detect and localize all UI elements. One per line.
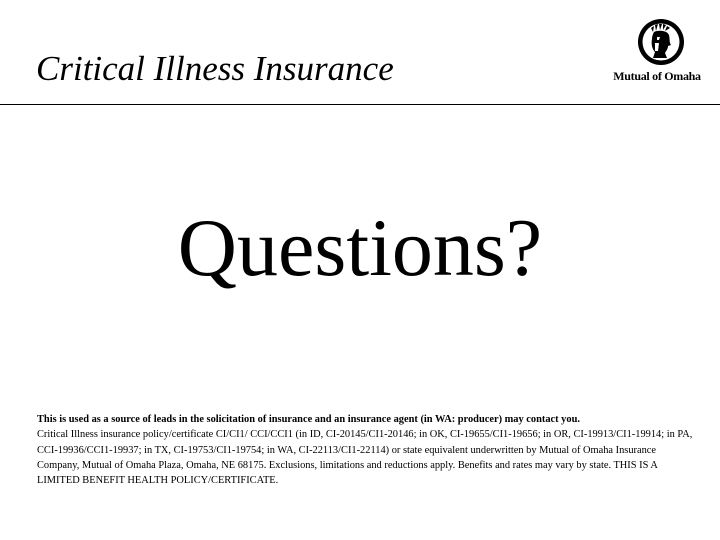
legal-disclaimer <box>37 412 697 488</box>
header-divider <box>0 104 720 105</box>
questions-heading: Questions? <box>177 202 543 293</box>
disclaimer-lead-notice: This is used as a source of leads in the solicitation of insurance and an insurance agent (in WA: producer) may contact you. <box>37 414 580 425</box>
indian-head-icon <box>637 18 685 66</box>
slide-title: Critical Illness Insurance <box>36 49 394 88</box>
company-logo <box>608 18 706 88</box>
disclaimer-policy-text: Critical Illness insurance policy/certificate CI/CI1/ CCI/CCI1 (in ID, CI-20145/CI1-20146; in OK, CI-19655/CI1-19656; in OR, CI-19913/CI1-19914; in PA, CCI-19936/CCI1-19937; in TX, CI-19753/CI1-19754; in WA, CI-22113/CI1-22114) or state equivalent underwritten by Mutual of Omaha Insurance Company, Mutual of Omaha Plaza, Omaha, NE 68175. Exclusions, limitations and reductions apply. Benefits and rates may vary by state. THIS IS A LIMITED BENEFIT HEALTH POLICY/CERTIFICATE. <box>37 429 693 487</box>
logo-wordmark: Mutual of Omaha <box>613 69 701 83</box>
